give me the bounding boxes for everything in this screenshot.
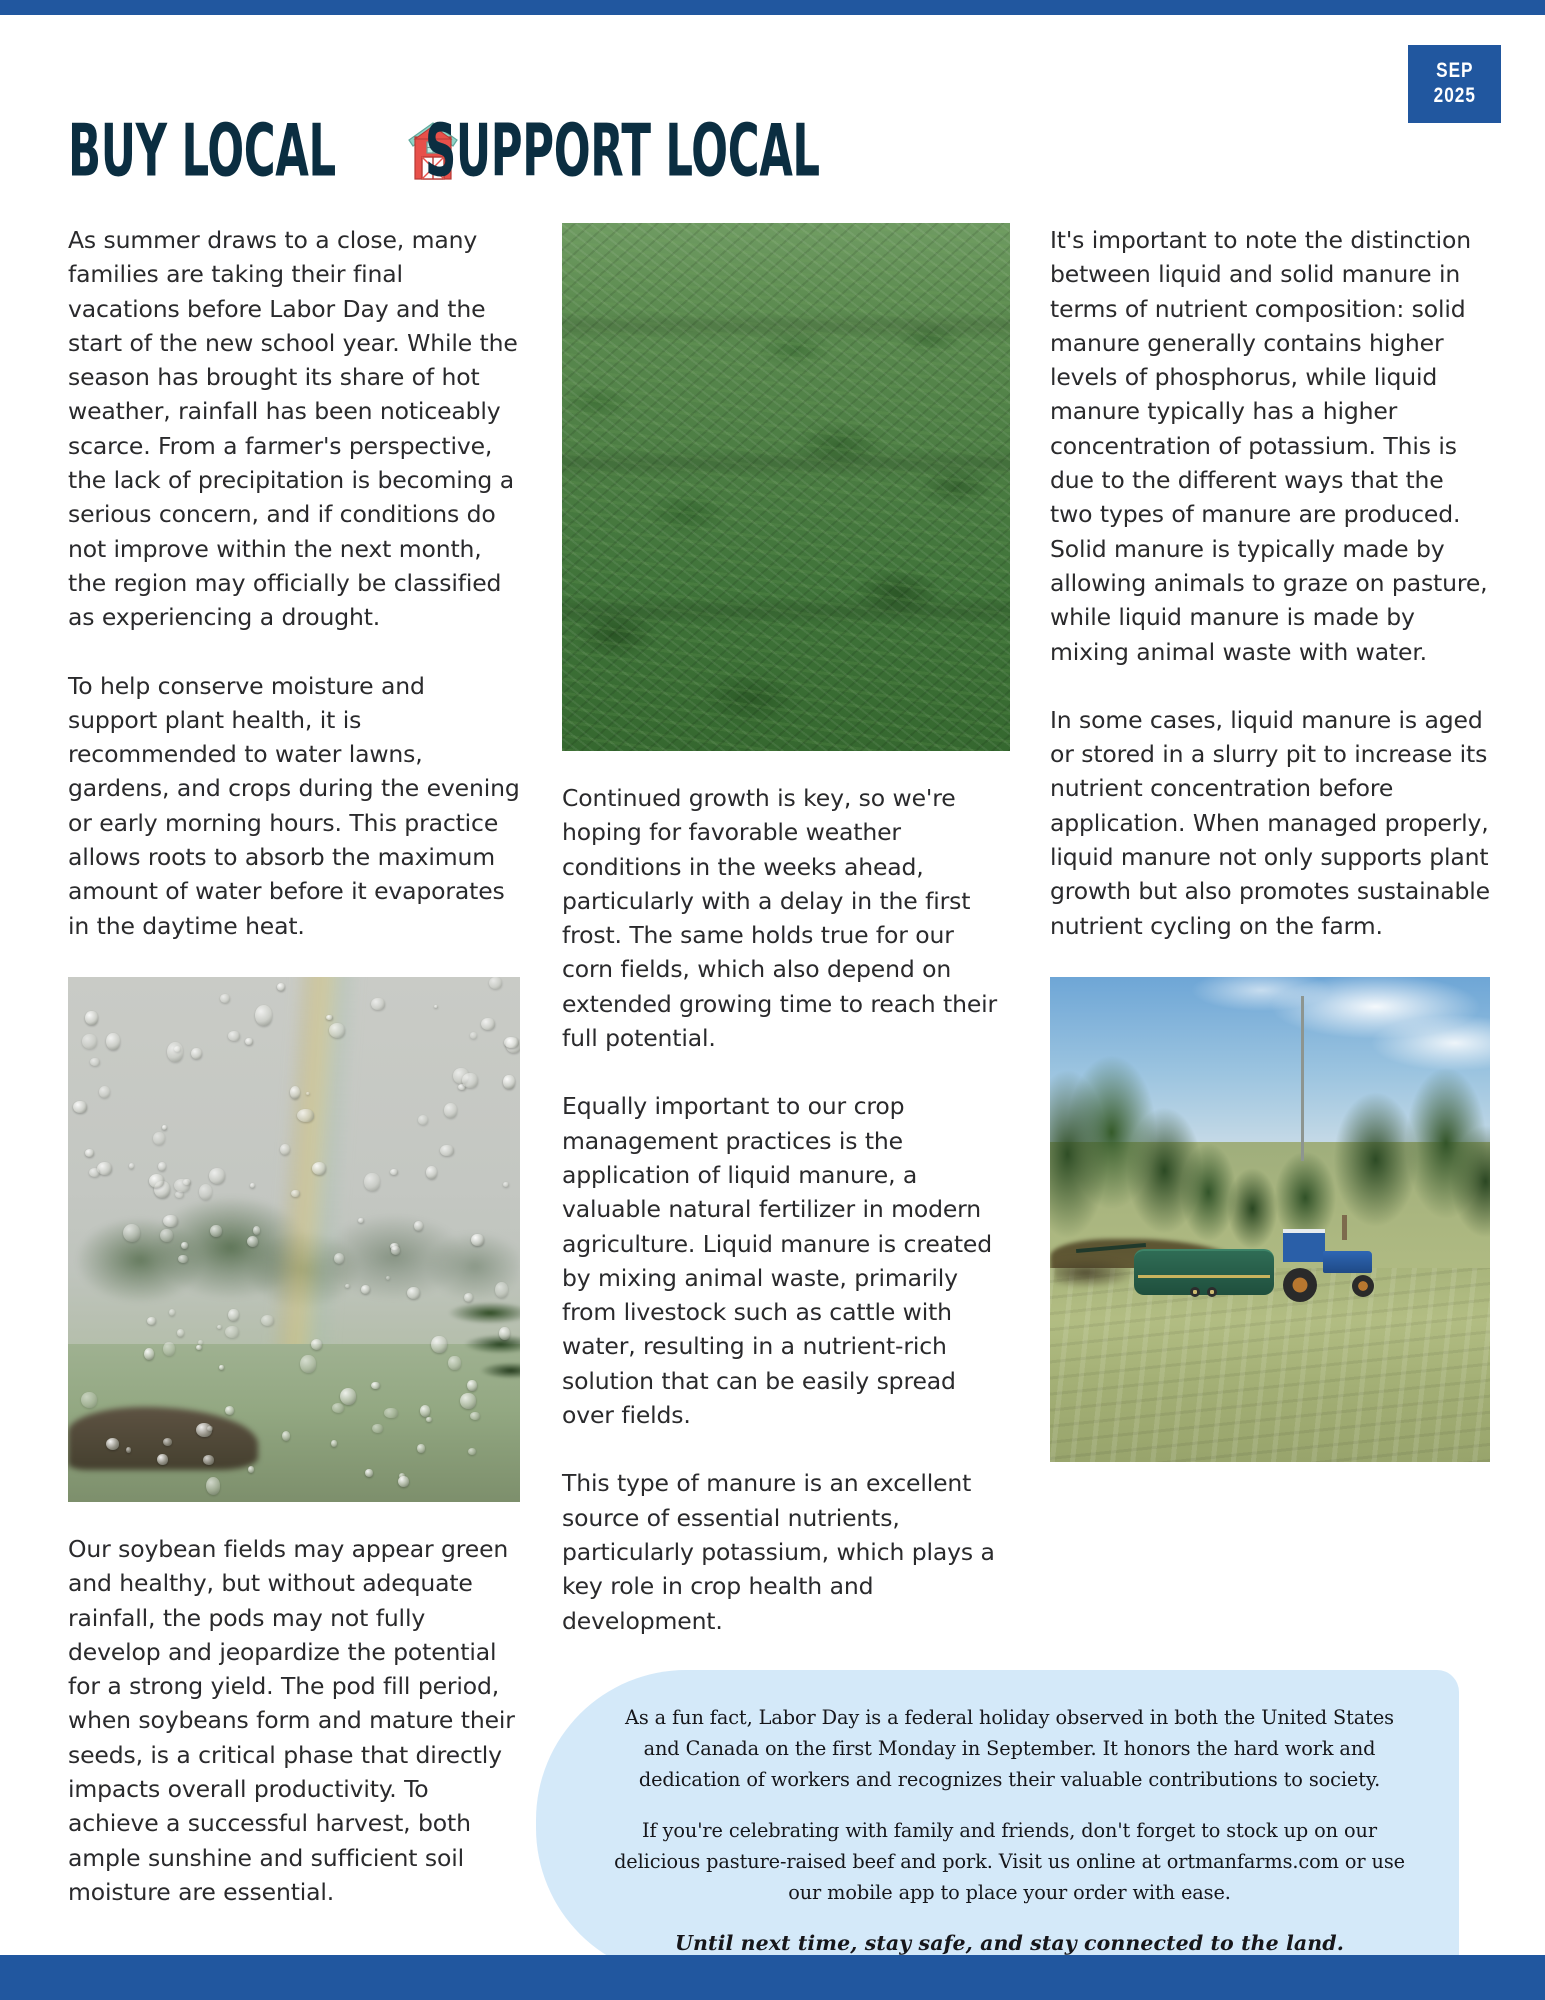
top-accent-bar [0,0,1545,15]
masthead-word-two: SUPPORT LOCAL [424,108,820,193]
soybean-row-shadow [562,455,1010,471]
column-one-paragraph-1: As summer draws to a close, many families are taking their final vacations before Labor Day and the start of the new school year. While the season has brought its share of hot weather, rainfall has been noticeably scarce. From a farmer's perspective, the lack of precipitation is becoming a serious concern, and if conditions do not improve within the next month, the region may officially be classified as experiencing a drought. [68,226,518,632]
water-droplets-on-glass [68,977,520,1502]
fun-fact-callout [536,1670,1459,1978]
callout-paragraph-2: If you're celebrating with family and friends, don't forget to stock up on our delicious pasture-raised beef and pork. Visit us online at ortmanfarms.com or use our mobile app to place your order with ease. [614,1819,1405,1904]
tractor-front-wheel [1352,1275,1374,1297]
masthead [68,108,989,193]
date-badge-month: SEP [1435,59,1474,83]
callout-signoff: Until next time, stay safe, and stay connected to the land. [675,1931,1344,1955]
tanker-wheel [1207,1287,1217,1297]
masthead-word-one: BUY LOCAL [68,108,336,193]
column-one-paragraph-2: To help conserve moisture and support plant health, it is recommended to water lawns, gardens, and crops during the evening or early morning hours. This practice allows roots to absorb the maximum amount of water before it evaporates in the daytime heat. [68,671,520,940]
tanker-wheel [1190,1287,1200,1297]
column-one [68,223,520,1909]
tractor-hood [1323,1251,1372,1274]
column-two-paragraph-2: Equally important to our crop management practices is the application of liquid manure, a valuable natural fertilizer in modern agriculture. Liquid manure is created by mixing animal waste, primarily from livestock such as cattle with water, resulting in a nutrient-rich solution that can be easily spread over fields. [562,1092,993,1430]
date-badge [1408,45,1501,123]
bottom-accent-bar [0,1955,1545,2000]
soybean-row-shadow [562,318,1010,334]
column-two [562,223,1010,1638]
bare-tree-trunk [1301,996,1304,1161]
callout-paragraph-1: As a fun fact, Labor Day is a federal holiday observed in both the United States and Canada on the first Monday in September. It honors the hard work and dedication of workers and recognizes their valuable contributions to society. [625,1706,1394,1791]
column-three-paragraph-2: In some cases, liquid manure is aged or stored in a slurry pit to increase its nutrient concentration before application. When managed properly, liquid manure not only supports plant growth but also promotes sustainable nutrient cycling on the farm. [1050,705,1490,940]
soybean-field-photo [562,223,1010,751]
column-three [1050,223,1490,1462]
rainbow-through-rainy-window-photo [68,977,520,1502]
column-two-paragraph-3: This type of manure is an excellent source of essential nutrients, particularly potassium, which plays a key role in crop health and development. [562,1469,995,1635]
column-three-paragraph-1: It's important to note the distinction between liquid and solid manure in terms of nutrient composition: solid manure generally contains higher levels of phosphorus, while liquid manure typically has a higher concentration of potassium. This is due to the different ways that the two types of manure are produced. Solid manure is typically made by allowing animals to graze on pasture, while liquid manure is made by mixing animal waste with water. [1050,226,1488,666]
soybean-row-shadow [562,603,1010,619]
blue-tractor [1279,1229,1380,1292]
soybean-canopy-texture [562,223,1010,751]
newsletter-page [0,15,1545,1955]
tractor-spreading-liquid-manure-photo [1050,977,1490,1462]
column-one-paragraph-3: Our soybean fields may appear green and healthy, but without adequate rainfall, the pods may not fully develop and jeopardize the potential for a strong yield. The pod fill period, when soybeans form and mature their seeds, is a critical phase that directly impacts overall productivity. To achieve a successful harvest, both ample sunshine and sufficient soil moisture are essential. [68,1534,515,1906]
mowed-hay-field [1050,1268,1490,1462]
green-manure-tanker [1134,1249,1275,1295]
tractor-cab [1283,1229,1325,1262]
treeline [1050,991,1490,1263]
date-badge-year: 2025 [1433,84,1476,107]
exhaust-stack [1342,1215,1347,1240]
column-two-paragraph-1: Continued growth is key, so we're hoping for favorable weather conditions in the weeks ahead, particularly with a delay in the first frost. The same holds true for our corn fields, which also depend on extended growing time to reach their full potential. [562,784,998,1053]
